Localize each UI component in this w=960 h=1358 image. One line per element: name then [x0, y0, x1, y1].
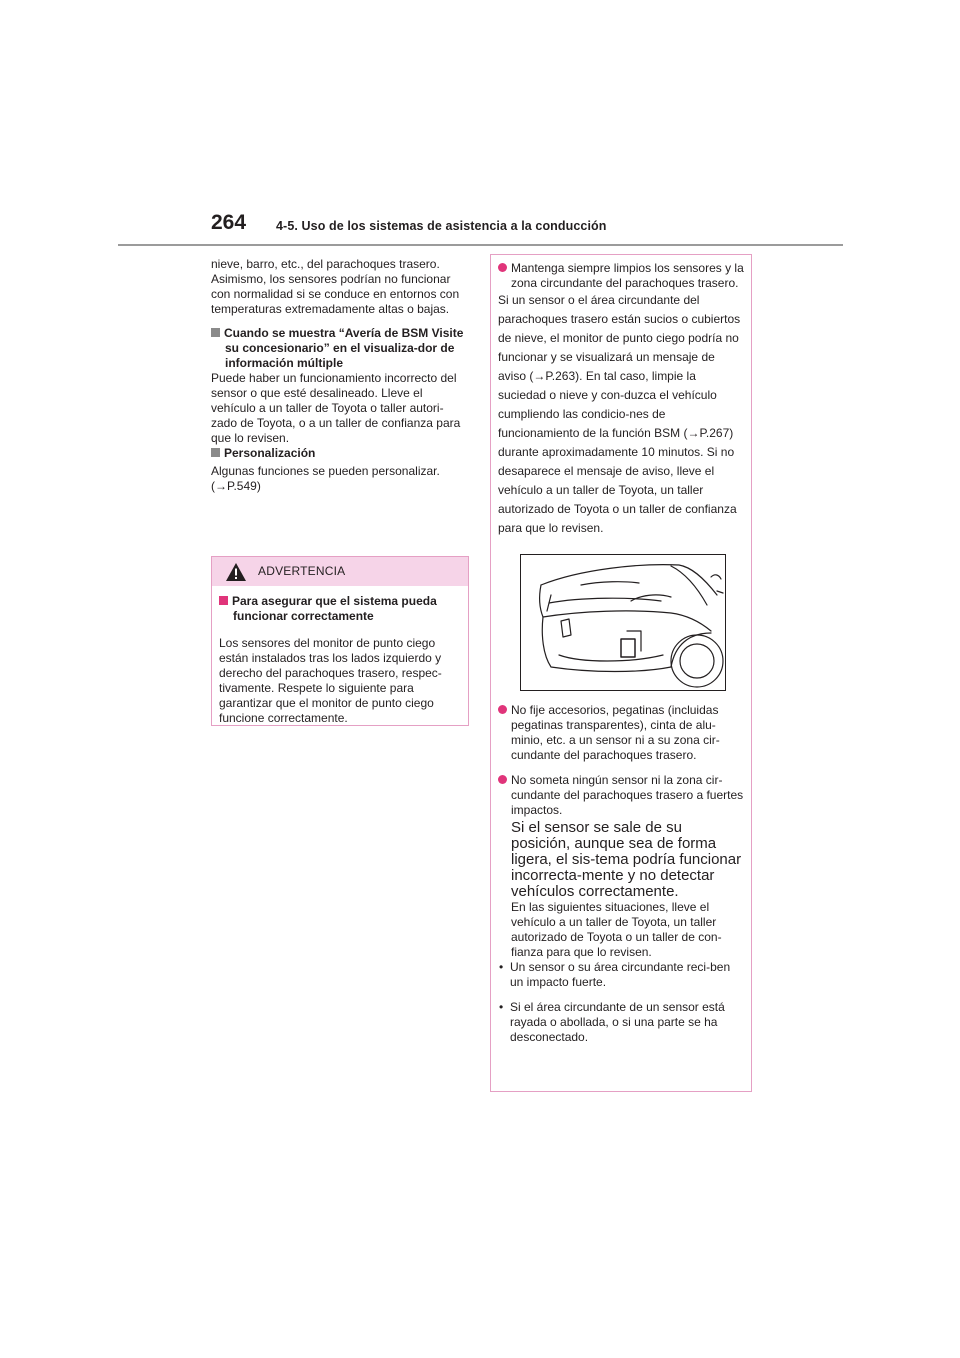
warning-heading	[219, 594, 461, 624]
warning-paragraph: Los sensores del monitor de punto ciego están instalados tras los lados izquierdo y derecho del parachoques trasero, respec-tivamente. Respete lo siguiente para garantizar que el monitor de punto ciego funcione correctamente.	[219, 636, 442, 725]
arrow-icon: →	[687, 426, 700, 440]
situation-item-damage: • Si el área circundante de un sensor está rayada o abollada, o si una parte se ha desconectado.	[498, 1000, 744, 1045]
header-divider	[118, 244, 843, 246]
arrow-icon: →	[215, 479, 227, 493]
heading-bsm-malfunction	[211, 326, 469, 371]
dirty-sensor-text-c: ) durante aproximadamente 10 minutos. Si no desaparece el mensaje de aviso, lleve el vehículo a un taller de Toyota, un taller autorizado de Toyota o un taller de confianza para que lo revisen.	[498, 426, 737, 535]
heading-bsm-malfunction-text: Cuando se muestra “Avería de BSM Visite su concesionario” en el visualiza-dor de información múltiple	[224, 326, 464, 370]
inspection-paragraph: En las siguientes situaciones, lleve el vehículo a un taller de Toyota, un taller autorizado de Toyota o un taller de con-fianza para que lo revisen.	[511, 900, 722, 959]
personalization-text: Algunas funciones se pueden personalizar.	[211, 464, 440, 478]
square-bullet-icon	[219, 596, 228, 605]
rear-bumper-illustration	[520, 554, 726, 691]
heading-personalization-text: Personalización	[224, 446, 316, 460]
sensor-position-warning: Si el sensor se sale de su posición, aunque sea de forma ligera, el sis-tema podría funcionar incorrecta-mente y no detectar vehículos correctamente.	[511, 819, 742, 900]
warning-body	[212, 586, 468, 726]
bullet-no-impacts-text: No someta ningún sensor ni la zona cir-cundante del parachoques trasero a fuertes impactos.	[511, 773, 744, 817]
page-reference[interactable]: P.549	[227, 479, 257, 493]
bsm-malfunction-paragraph: Puede haber un funcionamiento incorrecto del sensor o que esté desalineado. Lleve el vehículo a un taller de Toyota o taller autori-zado de Toyota, o a un taller de confianza para que lo revisen.	[211, 371, 461, 445]
page-reference-267[interactable]: P.267	[699, 426, 730, 440]
warning-title: ADVERTENCIA	[258, 564, 346, 578]
section-title: 4-5. Uso de los sistemas de asistencia a la conducción	[276, 219, 607, 233]
bullet-keep-clean	[498, 261, 744, 291]
page-number: 264	[211, 211, 247, 234]
bullet-no-accessories	[498, 703, 744, 763]
right-column-box	[490, 254, 752, 1092]
warning-triangle-icon	[225, 562, 247, 582]
page-reference-263[interactable]: P.263	[545, 369, 576, 383]
square-bullet-icon	[211, 448, 220, 457]
personalization-paragraph: Algunas funciones se pueden personalizar. (→P.549)	[211, 464, 440, 493]
bullet-no-impacts	[498, 773, 744, 818]
dirty-sensor-text-a: Si un sensor o el área circundante del parachoques trasero están sucios o cubiertos de nieve, el monitor de punto ciego podría no funcionar y se visualizará un mensaje de aviso (	[498, 293, 741, 383]
bullet-keep-clean-text: Mantenga siempre limpios los sensores y la zona circundante del parachoques trasero.	[511, 261, 744, 290]
dirty-sensor-paragraph	[498, 291, 744, 538]
situation-item-impact: • Un sensor o su área circundante reci-ben un impacto fuerte.	[498, 960, 744, 990]
bullet-no-accessories-text: No fije accesorios, pegatinas (incluidas pegatinas transparentes), cinta de alu-minio, etc. a un sensor ni a su zona cir-cundante del parachoques trasero.	[511, 703, 720, 762]
warning-header	[212, 557, 468, 586]
square-bullet-icon	[211, 328, 220, 337]
warning-box	[211, 556, 469, 726]
circle-bullet-icon	[498, 705, 507, 714]
circle-bullet-icon	[498, 775, 507, 784]
dirty-sensor-text-b: ). En tal caso, limpie la suciedad o nieve y con-duzca el vehículo cumpliendo las condicio-nes de funcionamiento de la función BSM (	[498, 369, 717, 440]
circle-bullet-icon	[498, 263, 507, 272]
left-column	[211, 257, 469, 494]
intro-paragraph: nieve, barro, etc., del parachoques trasero. Asimismo, los sensores podrían no funcionar con normalidad si se conduce en entornos con temperaturas extremadamente altas o bajas.	[211, 257, 460, 316]
arrow-icon: →	[533, 369, 546, 383]
heading-personalization	[211, 446, 469, 461]
warning-heading-text: Para asegurar que el sistema pueda funcionar correctamente	[232, 594, 437, 623]
